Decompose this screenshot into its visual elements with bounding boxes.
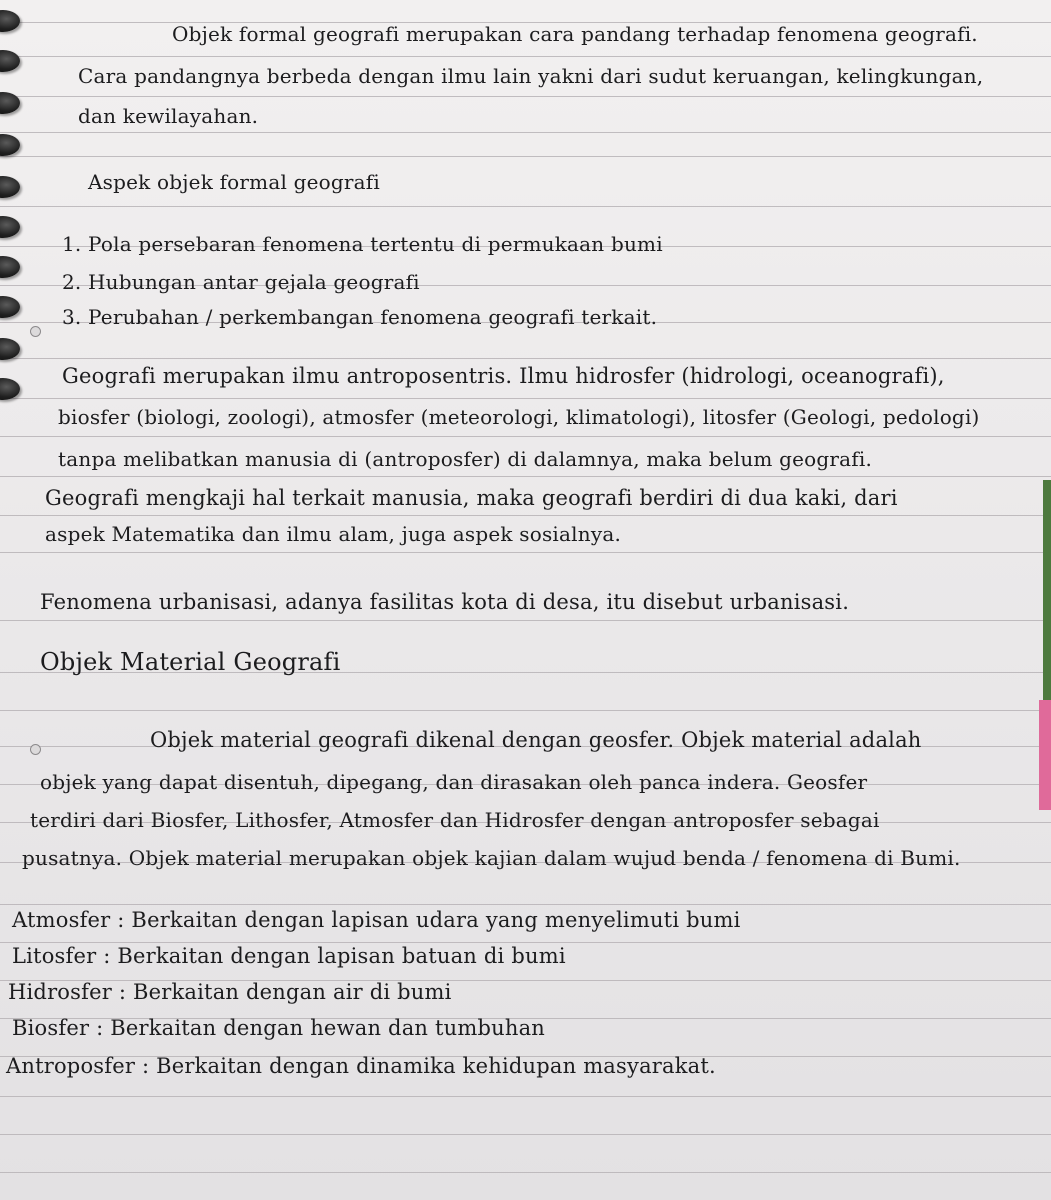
ruled-line — [0, 206, 1051, 207]
ruled-line — [0, 436, 1051, 437]
spiral-ring — [0, 256, 20, 278]
binding-hole — [30, 326, 41, 337]
ruled-line — [0, 358, 1051, 359]
paragraph-2-line-3: tanpa melibatkan manusia di (antroposfer) di dalamnya, maka belum geografi. — [58, 447, 873, 471]
ruled-line — [0, 1134, 1051, 1135]
ruled-line — [0, 56, 1051, 57]
sphere-antroposfer: Antroposfer : Berkaitan dengan dinamika kehidupan masyarakat. — [6, 1054, 716, 1078]
paragraph-3-line-3: terdiri dari Biosfer, Lithosfer, Atmosfer dan Hidrosfer dengan antroposfer sebagai — [30, 808, 880, 832]
ruled-line — [0, 476, 1051, 477]
paragraph-3-line-1: Objek material geografi dikenal dengan geosfer. Objek material adalah — [150, 728, 922, 752]
sphere-atmosfer: Atmosfer : Berkaitan dengan lapisan udara yang menyelimuti bumi — [12, 908, 741, 932]
binding-hole — [30, 744, 41, 755]
background-edge-pink — [1039, 700, 1051, 810]
ruled-line — [0, 710, 1051, 711]
ruled-line — [0, 515, 1051, 516]
spiral-ring — [0, 378, 20, 400]
aspect-heading: Aspek objek formal geografi — [88, 170, 380, 194]
paragraph-2-line-4: Geografi mengkaji hal terkait manusia, maka geografi berdiri di dua kaki, dari — [45, 486, 898, 510]
sphere-biosfer: Biosfer : Berkaitan dengan hewan dan tumbuhan — [12, 1016, 546, 1040]
ruled-line — [0, 620, 1051, 621]
ruled-line — [0, 1096, 1051, 1097]
aspect-item-3: 3. Perubahan / perkembangan fenomena geografi terkait. — [62, 305, 658, 329]
ruled-line — [0, 156, 1051, 157]
spiral-ring — [0, 338, 20, 360]
ruled-line — [0, 398, 1051, 399]
spiral-ring — [0, 296, 20, 318]
paragraph-2-line-5: aspek Matematika dan ilmu alam, juga aspek sosialnya. — [45, 522, 622, 546]
ruled-line — [0, 1172, 1051, 1173]
spiral-ring — [0, 50, 20, 72]
ruled-line — [0, 904, 1051, 905]
urbanization-sentence: Fenomena urbanisasi, adanya fasilitas kota di desa, itu disebut urbanisasi. — [40, 590, 850, 614]
spiral-ring — [0, 176, 20, 198]
paragraph-3-line-2: objek yang dapat disentuh, dipegang, dan dirasakan oleh panca indera. Geosfer — [40, 770, 868, 794]
ruled-line — [0, 132, 1051, 133]
ruled-line — [0, 552, 1051, 553]
ruled-line — [0, 96, 1051, 97]
paragraph-2-line-2: biosfer (biologi, zoologi), atmosfer (meteorologi, klimatologi), litosfer (Geologi, pedologi) — [58, 405, 980, 429]
paragraph-1-line-3: dan kewilayahan. — [78, 104, 259, 128]
sphere-hidrosfer: Hidrosfer : Berkaitan dengan air di bumi — [8, 980, 452, 1004]
paragraph-1-line-1: Objek formal geografi merupakan cara pandang terhadap fenomena geografi. — [172, 22, 978, 46]
spiral-ring — [0, 10, 20, 32]
spiral-ring — [0, 134, 20, 156]
spiral-ring — [0, 92, 20, 114]
material-heading: Objek Material Geografi — [40, 648, 341, 676]
ruled-line — [0, 942, 1051, 943]
spiral-ring — [0, 216, 20, 238]
paragraph-2-line-1: Geografi merupakan ilmu antroposentris. Ilmu hidrosfer (hidrologi, oceanografi), — [62, 364, 945, 388]
paragraph-1-line-2: Cara pandangnya berbeda dengan ilmu lain yakni dari sudut keruangan, kelingkungan, — [78, 64, 984, 88]
sphere-litosfer: Litosfer : Berkaitan dengan lapisan batuan di bumi — [12, 944, 566, 968]
aspect-item-2: 2. Hubungan antar gejala geografi — [62, 270, 420, 294]
paragraph-3-line-4: pusatnya. Objek material merupakan objek kajian dalam wujud benda / fenomena di Bumi. — [22, 846, 961, 870]
aspect-item-1: 1. Pola persebaran fenomena tertentu di permukaan bumi — [62, 232, 663, 256]
